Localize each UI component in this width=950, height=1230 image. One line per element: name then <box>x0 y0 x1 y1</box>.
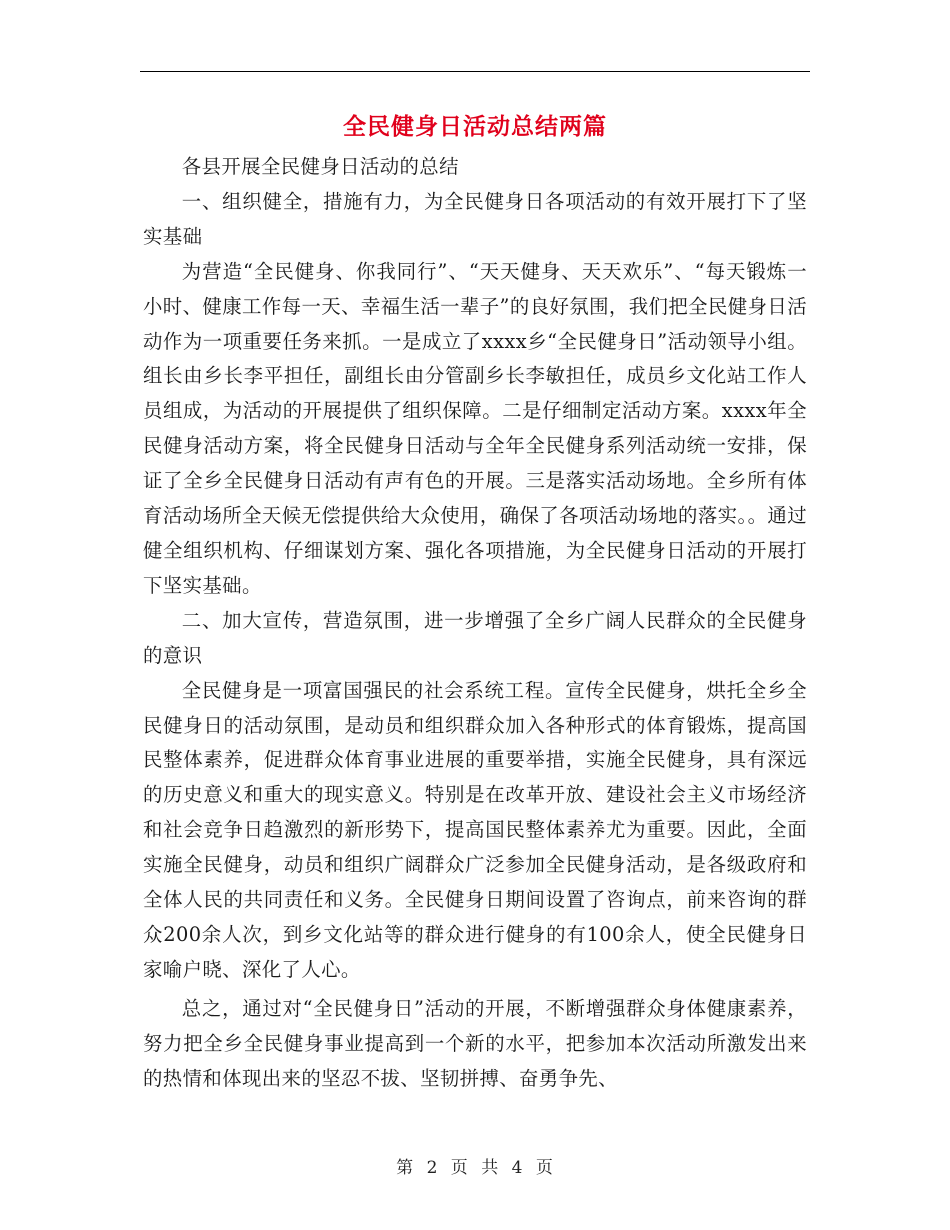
header-rule <box>140 71 810 72</box>
paragraph-heading-2: 二、加大宣传，营造氛围，进一步增强了全乡广阔人民群众的全民健身的意识 <box>143 608 807 667</box>
footer-label-unit2: 页 <box>535 1158 554 1178</box>
paragraph-body-3: 总之，通过对“全民健身日”活动的开展，不断增强群众身体健康素养，努力把全乡全民健身事业提高到一个新的水平，把参加本次活动所激发出来的热情和体现出来的坚忍不拔、坚韧拼搏、奋勇争先、 <box>143 996 807 1090</box>
page-footer <box>0 1153 950 1178</box>
footer-current-page: 2 <box>426 1158 439 1178</box>
paragraph-body-1: 为营造“全民健身、你我同行”、“天天健身、天天欢乐”、“每天锻炼一小时、健康工作每一天、幸福生活一辈子”的良好氛围，我们把全民健身日活动作为一项重要任务来抓。一是成立了xxxx乡“全民健身日”活动领导小组。组长由乡长李平担任，副组长由分管副乡长李敏担任，成员乡文化站工作人员组成，为活动的开展提供了组织保障。二是仔细制定活动方案。xxxx年全民健身活动方案，将全民健身日活动与全年全民健身系列活动统一安排，保证了全乡全民健身日活动有声有色的开展。三是落实活动场地。全乡所有体育活动场所全天候无偿提供给大众使用，确保了各项活动场地的落实。。通过健全组织机构、仔细谋划方案、强化各项措施，为全民健身日活动的开展打下坚实基础。 <box>143 259 807 597</box>
paragraph-body-2: 全民健身是一项富国强民的社会系统工程。宣传全民健身，烘托全乡全民健身日的活动氛围，是动员和组织群众加入各种形式的体育锻炼，提高国民整体素养，促进群众体育事业进展的重要举措，实施全民健身，具有深远的历史意义和重大的现实意义。特别是在改革开放、建设社会主义市场经济和社会竞争日趋激烈的新形势下，提高国民整体素养尤为重要。因此，全面实施全民健身，动员和组织广阔群众广泛参加全民健身活动，是各级政府和全体人民的共同责任和义务。全民健身日期间设置了咨询点，前来咨询的群众200余人次，到乡文化站等的群众进行健身的有100余人，使全民健身日家喻户晓、深化了人心。 <box>143 678 807 981</box>
footer-total-pages: 4 <box>511 1158 524 1178</box>
paragraph-heading-1: 一、组织健全，措施有力，为全民健身日各项活动的有效开展打下了坚实基础 <box>143 189 807 248</box>
document-body <box>143 150 807 1096</box>
document-title: 全民健身日活动总结两篇 <box>343 114 607 140</box>
footer-label-page: 第 <box>396 1158 415 1178</box>
paragraph-subtitle: 各县开展全民健身日活动的总结 <box>181 155 459 178</box>
footer-label-unit: 页 <box>450 1158 469 1178</box>
footer-label-total: 共 <box>481 1158 500 1178</box>
